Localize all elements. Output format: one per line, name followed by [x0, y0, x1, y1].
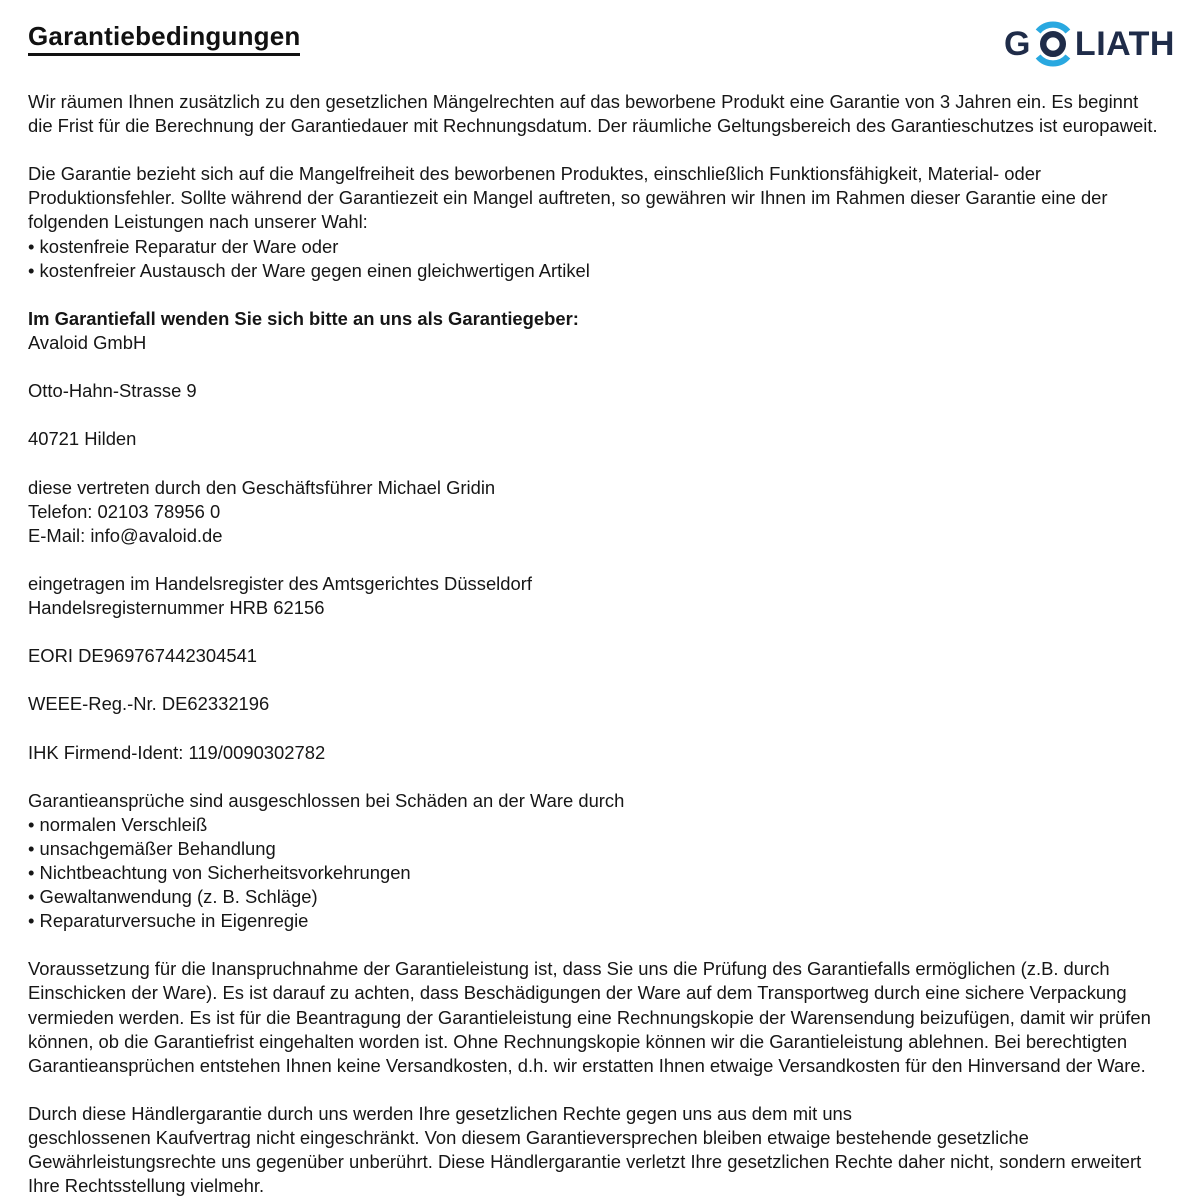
doc-text-line: Voraussetzung für die Inanspruchnahme der Garantieleistung ist, dass Sie uns die Prüfung des Garantiefalls ermöglichen (z.B. durch	[28, 958, 1110, 980]
logo-o-ring	[1043, 34, 1063, 54]
doc-text-line: Die Garantie bezieht sich auf die Mangelfreiheit des beworbenen Produktes, einschließlich Funktionsfähigkeit, Material- oder	[28, 163, 1042, 185]
doc-text-line: Durch diese Händlergarantie durch uns werden Ihre gesetzlichen Rechte gegen uns aus dem mit uns	[28, 1102, 852, 1124]
doc-text-line: Ihre Rechtsstellung vielmehr.	[28, 1175, 265, 1197]
goliath-o-swoosh-icon	[1025, 11, 1081, 77]
doc-text-line: Handelsregisternummer HRB 62156	[28, 596, 325, 618]
doc-text-line: IHK Firmend-Ident: 119/0090302782	[28, 741, 326, 763]
doc-text-line: 40721 Hilden	[28, 428, 137, 450]
doc-text-line: Produktionsfehler. Sollte während der Garantiezeit ein Mangel auftreten, so gewähren wir Ihnen im Rahmen dieser Garantie eine der	[28, 187, 1108, 209]
doc-blank-line	[28, 283, 1200, 307]
doc-text-line: Einschicken der Ware). Es ist darauf zu achten, dass Beschädigungen der Ware auf dem Transportweg durch eine sichere Verpackung	[28, 982, 1127, 1004]
doc-text-line: vermieden werden. Es ist für die Beantragung der Garantieleistung eine Rechnungskopie der Warensendung beizufügen, damit wir prüfen	[28, 1006, 1151, 1028]
doc-blank-line	[28, 765, 1200, 789]
doc-bullet-line: • Gewaltanwendung (z. B. Schläge)	[28, 886, 318, 908]
page-title: Garantiebedingungen	[28, 21, 300, 56]
doc-blank-line	[28, 620, 1200, 644]
doc-section-heading: Im Garantiefall wenden Sie sich bitte an uns als Garantiegeber:	[28, 307, 579, 329]
doc-blank-line	[28, 933, 1200, 957]
doc-blank-line	[28, 548, 1200, 572]
logo-bottom-arc	[1038, 57, 1068, 64]
doc-blank-line	[28, 668, 1200, 692]
doc-blank-line	[28, 451, 1200, 475]
doc-bullet-line: • normalen Verschleiß	[28, 813, 208, 835]
doc-text-line: Garantieansprüche sind ausgeschlossen bei Schäden an der Ware durch	[28, 789, 625, 811]
doc-text-line: Telefon: 02103 78956 0	[28, 500, 221, 522]
doc-blank-line	[28, 403, 1200, 427]
doc-text-line: die Frist für die Berechnung der Garantiedauer mit Rechnungsdatum. Der räumliche Geltungsbereich des Garantieschutzes ist europaweit.	[28, 115, 1158, 137]
doc-blank-line	[28, 355, 1200, 379]
doc-text-line: Gewährleistungsrechte uns gegenüber unberührt. Diese Händlergarantie verletzt Ihre gesetzlichen Rechte daher nicht, sondern erweitert	[28, 1151, 1142, 1173]
doc-text-line: E-Mail: info@avaloid.de	[28, 524, 223, 546]
doc-bullet-line: • Nichtbeachtung von Sicherheitsvorkehrungen	[28, 862, 411, 883]
doc-blank-line	[28, 1078, 1200, 1102]
doc-text-line: WEEE-Reg.-Nr. DE62332196	[28, 693, 270, 715]
doc-bullet-line: • kostenfreier Austausch der Ware gegen einen gleichwertigen Artikel	[28, 259, 590, 281]
document-body	[28, 90, 1200, 1198]
doc-text-line: Garantieansprüchen entstehen Ihnen keine Versandkosten, d.h. wir erstatten Ihnen etwaige Versandkosten für den Hinversand der Ware.	[28, 1054, 1146, 1076]
doc-text-line: Otto-Hahn-Strasse 9	[28, 380, 197, 402]
logo-letters-liath: LIATH	[1074, 25, 1175, 63]
logo-letter-g: G	[1003, 25, 1031, 63]
doc-text-line: geschlossenen Kaufvertrag nicht eingeschränkt. Von diesem Garantieversprechen bleiben etwaige bestehende gesetzliche	[28, 1127, 1029, 1149]
doc-text-line: eingetragen im Handelsregister des Amtsgerichtes Düsseldorf	[28, 572, 532, 594]
doc-blank-line	[28, 138, 1200, 162]
doc-text-line: diese vertreten durch den Geschäftsführer Michael Gridin	[28, 476, 496, 498]
doc-text-line: können, ob die Garantiefrist eingehalten worden ist. Ohne Rechnungskopie können wir die Garantieleistung ablehnen. Bei berechtigten	[28, 1030, 1128, 1052]
doc-text-line: Wir räumen Ihnen zusätzlich zu den gesetzlichen Mängelrechten auf das beworbene Produkt eine Garantie von 3 Jahren ein. Es beginnt	[28, 91, 1139, 112]
logo-top-arc	[1038, 25, 1068, 32]
doc-bullet-line: • kostenfreie Reparatur der Ware oder	[28, 235, 339, 257]
doc-bullet-line: • Reparaturversuche in Eigenregie	[28, 910, 309, 932]
doc-bullet-line: • unsachgemäßer Behandlung	[28, 837, 276, 859]
doc-text-line: EORI DE969767442304541	[28, 645, 258, 667]
doc-text-line: Avaloid GmbH	[28, 331, 147, 353]
goliath-logo	[1004, 11, 1175, 77]
doc-text-line: folgenden Leistungen nach unserer Wahl:	[28, 211, 368, 233]
doc-blank-line	[28, 716, 1200, 740]
